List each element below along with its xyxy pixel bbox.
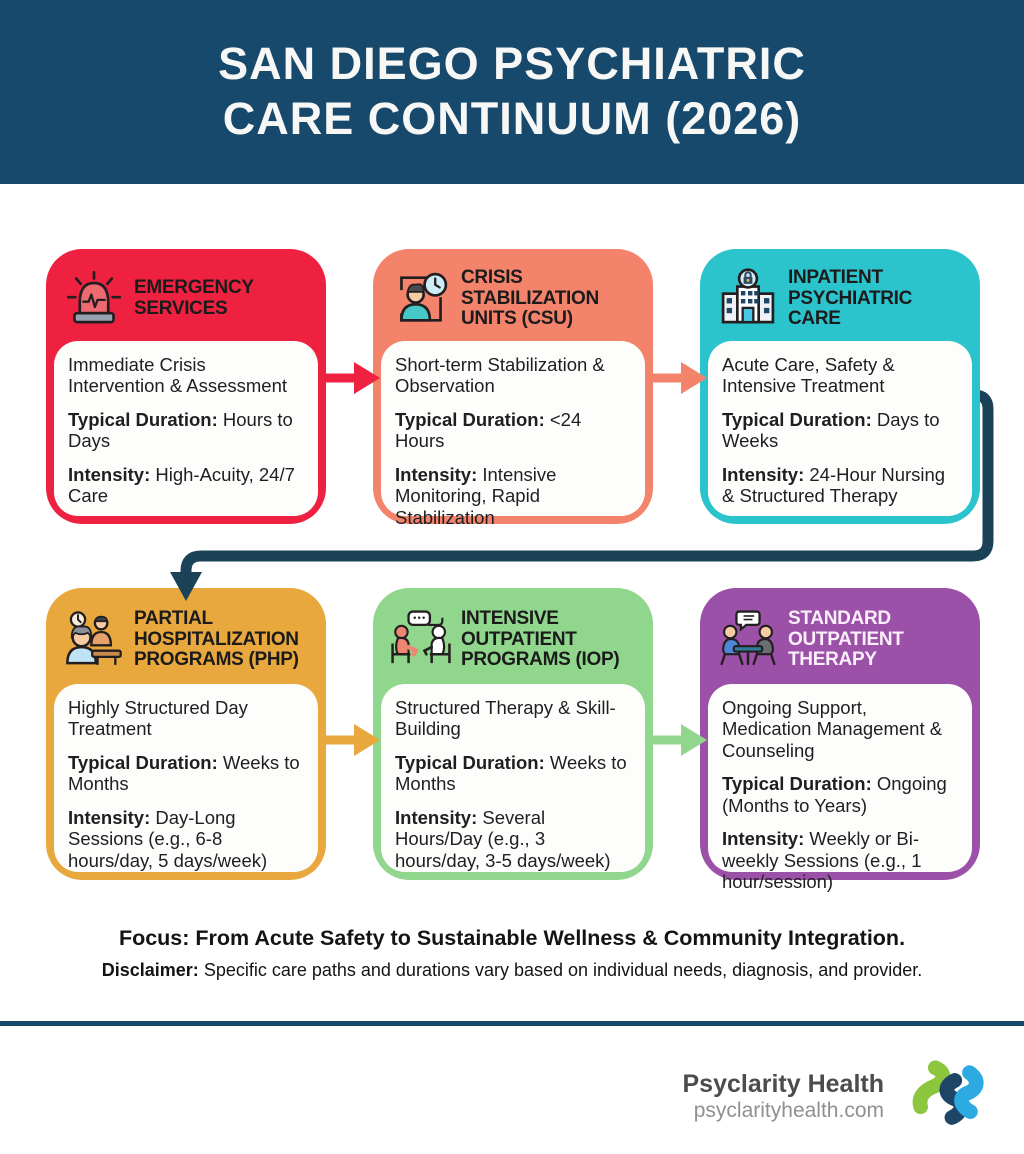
card-duration — [722, 409, 958, 452]
card-intensity — [395, 464, 631, 528]
hospital-lock-icon — [716, 267, 780, 331]
arrow-iop-to-outpatient — [647, 724, 707, 756]
card-header — [54, 257, 318, 341]
brand-name: Psyclarity Health — [682, 1070, 884, 1099]
card-description: Short-term Stabilization & Observation — [395, 354, 605, 397]
card-header — [54, 596, 318, 684]
card-description: Highly Structured Day Treatment — [68, 697, 248, 740]
card-partial-hospitalization-programs — [46, 588, 326, 880]
intensity-value: Day-Long Sessions (e.g., 6-8 hours/day, 5 days/week) — [68, 806, 268, 871]
duration-value: <24 Hours — [395, 408, 582, 452]
card-title: STANDARD OUTPATIENT THERAPY — [788, 608, 904, 671]
branding — [683, 1056, 989, 1138]
card-emergency-services — [46, 249, 326, 524]
intensity-value: Several Hours/Day (e.g., 3 hours/day, 3-5 days/week) — [395, 806, 611, 871]
duration-value: Hours to Days — [68, 408, 293, 452]
card-duration — [68, 409, 304, 452]
card-body — [54, 341, 318, 516]
duration-label: Typical Duration: — [722, 773, 872, 795]
duration-label: Typical Duration: — [722, 408, 872, 430]
card-intensity — [722, 464, 958, 507]
duration-value: Weeks to Months — [395, 751, 627, 795]
card-header — [381, 257, 645, 341]
intensity-label: Intensity: — [68, 463, 151, 485]
card-description: Acute Care, Safety & Intensive Treatment — [722, 354, 895, 397]
card-intensity — [68, 464, 304, 507]
arrow-emergency-to-csu — [320, 362, 380, 394]
card-header — [381, 596, 645, 684]
arrow-csu-to-inpatient — [647, 362, 707, 394]
card-body — [708, 684, 972, 893]
duration-value: Ongoing (Months to Years) — [722, 773, 947, 816]
people-chairs-chat-icon — [389, 608, 453, 672]
header-band — [0, 0, 1024, 184]
intensity-label: Intensity: — [395, 463, 478, 485]
card-intensity — [722, 828, 958, 892]
card-description: Structured Therapy & Skill-Building — [395, 697, 616, 740]
person-clock-icon — [389, 267, 453, 331]
card-body — [54, 684, 318, 872]
duration-value: Days to Weeks — [722, 408, 940, 452]
card-duration — [722, 773, 958, 816]
card-standard-outpatient-therapy — [700, 588, 980, 893]
focus-label: Focus: — [118, 926, 190, 950]
footer-divider — [0, 1021, 1024, 1026]
card-header — [708, 257, 972, 341]
intensity-value: Weekly or Bi-weekly Sessions (e.g., 1 hour/session) — [722, 828, 922, 893]
duration-label: Typical Duration: — [68, 408, 218, 430]
duration-value: Weeks to Months — [68, 751, 300, 795]
card-title: CRISIS STABILIZATION UNITS (CSU) — [461, 267, 599, 330]
duration-label: Typical Duration: — [395, 751, 545, 773]
focus-text: From Acute Safety to Sustainable Wellness & Community Integration. — [195, 926, 906, 950]
intensity-label: Intensity: — [395, 806, 478, 828]
card-inpatient-psychiatric-care — [700, 249, 980, 524]
people-desk-clock-icon — [62, 608, 126, 672]
psyclarity-logo — [906, 1056, 988, 1138]
intensity-label: Intensity: — [722, 463, 805, 485]
brand-website: psyclarityhealth.com — [693, 1098, 884, 1122]
card-duration — [68, 752, 304, 795]
card-body — [381, 684, 645, 872]
duration-label: Typical Duration: — [395, 408, 545, 430]
card-body — [708, 341, 972, 516]
card-header — [708, 596, 972, 684]
duration-label: Typical Duration: — [68, 751, 218, 773]
branding-text — [683, 1071, 885, 1123]
card-body — [381, 341, 645, 528]
intensity-label: Intensity: — [68, 806, 151, 828]
card-title: PARTIAL HOSPITALIZATION PROGRAMS (PHP) — [134, 608, 299, 671]
arrow-php-to-iop — [320, 724, 380, 756]
page-title-line2: CARE CONTINUUM (2026) — [222, 93, 802, 144]
card-description: Ongoing Support, Medication Management & Counseling — [722, 697, 943, 761]
card-intensive-outpatient-programs — [373, 588, 653, 880]
disclaimer-text: Specific care paths and durations vary based on individual needs, diagnosis, and provider. — [203, 960, 923, 980]
card-duration — [395, 409, 631, 452]
card-description: Immediate Crisis Intervention & Assessment — [68, 354, 288, 397]
card-duration — [395, 752, 631, 795]
card-intensity — [68, 807, 304, 871]
card-title: EMERGENCY SERVICES — [134, 277, 254, 319]
page-title-line1: SAN DIEGO PSYCHIATRIC — [218, 38, 806, 90]
page-title — [218, 37, 806, 147]
people-table-chat-icon — [716, 608, 780, 672]
intensity-label: Intensity: — [722, 828, 805, 850]
disclaimer-label: Disclaimer: — [101, 960, 199, 980]
card-title: INTENSIVE OUTPATIENT PROGRAMS (IOP) — [461, 608, 620, 671]
card-title: INPATIENT PSYCHIATRIC CARE — [788, 267, 913, 330]
focus-statement — [0, 926, 1024, 951]
intensity-value: High-Acuity, 24/7 Care — [68, 463, 295, 507]
card-crisis-stabilization-units — [373, 249, 653, 528]
card-intensity — [395, 807, 631, 871]
intensity-value: 24-Hour Nursing & Structured Therapy — [722, 463, 946, 507]
disclaimer-statement — [0, 960, 1024, 981]
intensity-value: Intensive Monitoring, Rapid Stabilization — [395, 463, 557, 528]
siren-icon — [62, 267, 126, 331]
